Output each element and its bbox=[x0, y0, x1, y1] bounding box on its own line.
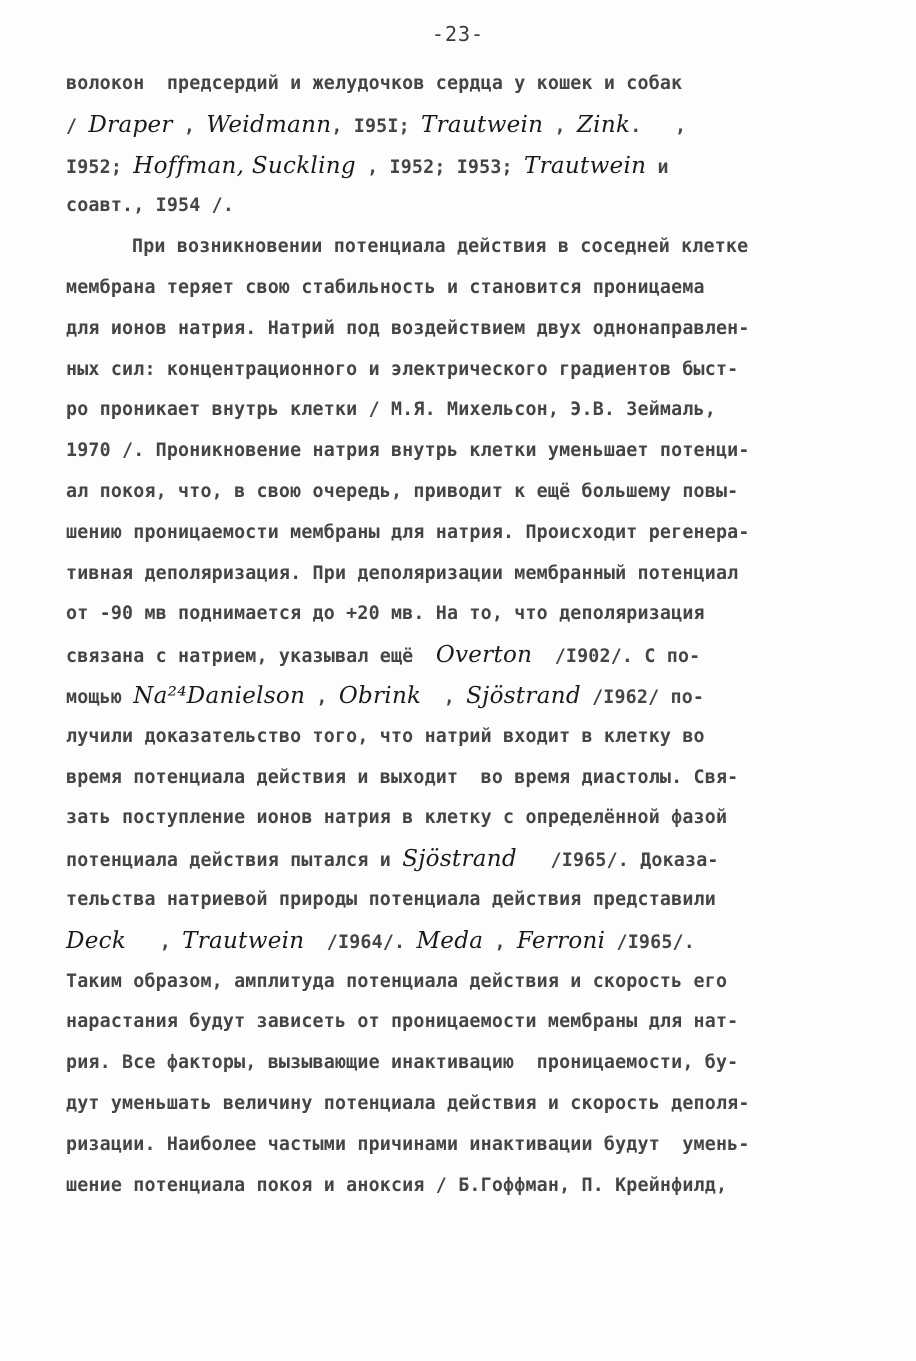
typed-text: /I965/. bbox=[605, 931, 695, 953]
typed-text: дут уменьшать величину потенциала действия и скорость деполя- bbox=[66, 1092, 750, 1114]
typed-text: связана с натрием, указывал ещё bbox=[66, 646, 436, 668]
handwritten-name: Deck bbox=[66, 927, 127, 954]
handwritten-name: Hoffman, Suckling bbox=[133, 152, 356, 179]
typed-text: рия. Все факторы, вызывающие инактивацию проницаемости, бу- bbox=[66, 1052, 739, 1074]
typed-text: потенциала действия пытался и bbox=[66, 850, 403, 872]
typed-text: шению проницаемости мембраны для натрия. Происходит регенера- bbox=[66, 521, 750, 543]
text-line bbox=[66, 839, 866, 880]
typed-text: . , bbox=[630, 115, 687, 137]
typed-text: 1970 /. Проникновение натрия внутрь клетки уменьшает потенци- bbox=[66, 440, 750, 462]
text-line bbox=[66, 635, 866, 676]
typed-text: , bbox=[172, 115, 207, 137]
text-line bbox=[66, 1002, 866, 1043]
typed-text: для ионов натрия. Натрий под воздействием двух однонаправлен- bbox=[66, 317, 750, 339]
handwritten-name: Weidmann bbox=[206, 111, 332, 138]
text-line bbox=[66, 309, 866, 350]
typed-text: нарастания будут зависеть от проницаемости мембраны для нат- bbox=[66, 1011, 739, 1033]
typed-text: тивная деполяризация. При деполяризации мембранный потенциал bbox=[66, 562, 739, 584]
typed-text: зать поступление ионов натрия в клетку с определённой фазой bbox=[66, 807, 728, 829]
typed-text: ных сил: концентрационного и электрического градиентов быст- bbox=[66, 358, 739, 380]
text-line bbox=[66, 350, 866, 391]
typed-text: тельства натриевой природы потенциала действия представили bbox=[66, 888, 716, 910]
text-line bbox=[66, 513, 866, 554]
text-line bbox=[66, 1166, 866, 1207]
text-line bbox=[66, 717, 866, 758]
handwritten-name: Trautwein bbox=[182, 927, 305, 954]
typed-text: I952; bbox=[66, 156, 134, 178]
text-line bbox=[66, 594, 866, 635]
handwritten-name: Meda bbox=[416, 927, 484, 954]
typed-text: Таким образом, амплитуда потенциала действия и скорость его bbox=[66, 970, 728, 992]
text-line bbox=[66, 1084, 866, 1125]
text-line bbox=[66, 1125, 866, 1166]
typed-text: ро проникает внутрь клетки / М.Я. Михельсон, Э.В. Зеймаль, bbox=[66, 399, 716, 421]
text-line bbox=[66, 146, 866, 187]
text-line bbox=[66, 472, 866, 513]
typed-text: время потенциала действия и выходит во время диастолы. Свя- bbox=[66, 766, 739, 788]
typed-text: волокон предсердий и желудочков сердца у кошек и собак bbox=[66, 73, 683, 94]
handwritten-name: Sjöstrand bbox=[402, 846, 517, 873]
text-line bbox=[66, 676, 866, 717]
typed-text: , I952; I953; bbox=[355, 156, 524, 178]
typed-text: соавт., I954 /. bbox=[66, 195, 235, 217]
handwritten-name: Na²⁴Danielson bbox=[133, 682, 306, 709]
typed-text: /I964/. bbox=[304, 931, 417, 953]
text-line bbox=[66, 186, 866, 227]
typed-text: шение потенциала покоя и аноксия / Б.Гоффман, П. Крейнфилд, bbox=[66, 1174, 728, 1196]
typed-text: /I962/ по- bbox=[580, 686, 705, 708]
handwritten-name: Trautwein bbox=[523, 152, 647, 179]
handwritten-name: Overton bbox=[435, 642, 533, 669]
handwritten-name: Zink bbox=[576, 111, 631, 138]
typed-text: , bbox=[483, 931, 517, 953]
typed-text: /I965/. Доказа- bbox=[516, 850, 719, 872]
text-line bbox=[66, 962, 866, 1003]
text-line bbox=[66, 554, 866, 595]
handwritten-name: Trautwein bbox=[421, 111, 544, 138]
text-line bbox=[66, 227, 866, 268]
text-line bbox=[66, 880, 866, 921]
typed-text: , I95I; bbox=[331, 115, 421, 137]
text-line bbox=[66, 431, 866, 472]
typed-text: , bbox=[421, 686, 467, 708]
typed-text: мощью bbox=[66, 686, 134, 708]
text-line bbox=[66, 758, 866, 799]
text-line bbox=[66, 268, 866, 309]
text-line bbox=[66, 798, 866, 839]
text-line bbox=[66, 105, 866, 146]
typed-text: ал покоя, что, в свою очередь, приводит к ещё большему повы- bbox=[66, 480, 739, 502]
page-number: -23- bbox=[431, 22, 485, 46]
body-text bbox=[66, 64, 866, 1206]
typed-text: мембрана теряет свою стабильность и становится проницаема bbox=[66, 276, 705, 298]
text-line bbox=[66, 1043, 866, 1084]
text-line bbox=[66, 921, 866, 962]
handwritten-name: Draper bbox=[88, 111, 173, 138]
typed-text: лучили доказательство того, что натрий входит в клетку во bbox=[66, 725, 705, 747]
typed-text: , bbox=[126, 931, 183, 953]
typed-text: , bbox=[543, 115, 577, 137]
typed-text: , bbox=[305, 686, 339, 708]
typed-text: и bbox=[646, 156, 669, 178]
typed-text: от -90 мв поднимается до +20 мв. На то, что деполяризация bbox=[66, 603, 705, 625]
typed-text: /I902/. С по- bbox=[532, 646, 701, 668]
handwritten-name: Ferroni bbox=[516, 927, 606, 954]
typed-text: / bbox=[66, 115, 89, 137]
handwritten-name: Sjöstrand bbox=[466, 682, 581, 709]
typed-text: При возникновении потенциала действия в соседней клетке bbox=[132, 236, 749, 258]
text-line bbox=[66, 64, 866, 105]
typed-text: ризации. Наиболее частыми причинами инактивации будут умень- bbox=[66, 1133, 750, 1155]
handwritten-name: Obrink bbox=[338, 682, 422, 709]
text-line bbox=[66, 390, 866, 431]
